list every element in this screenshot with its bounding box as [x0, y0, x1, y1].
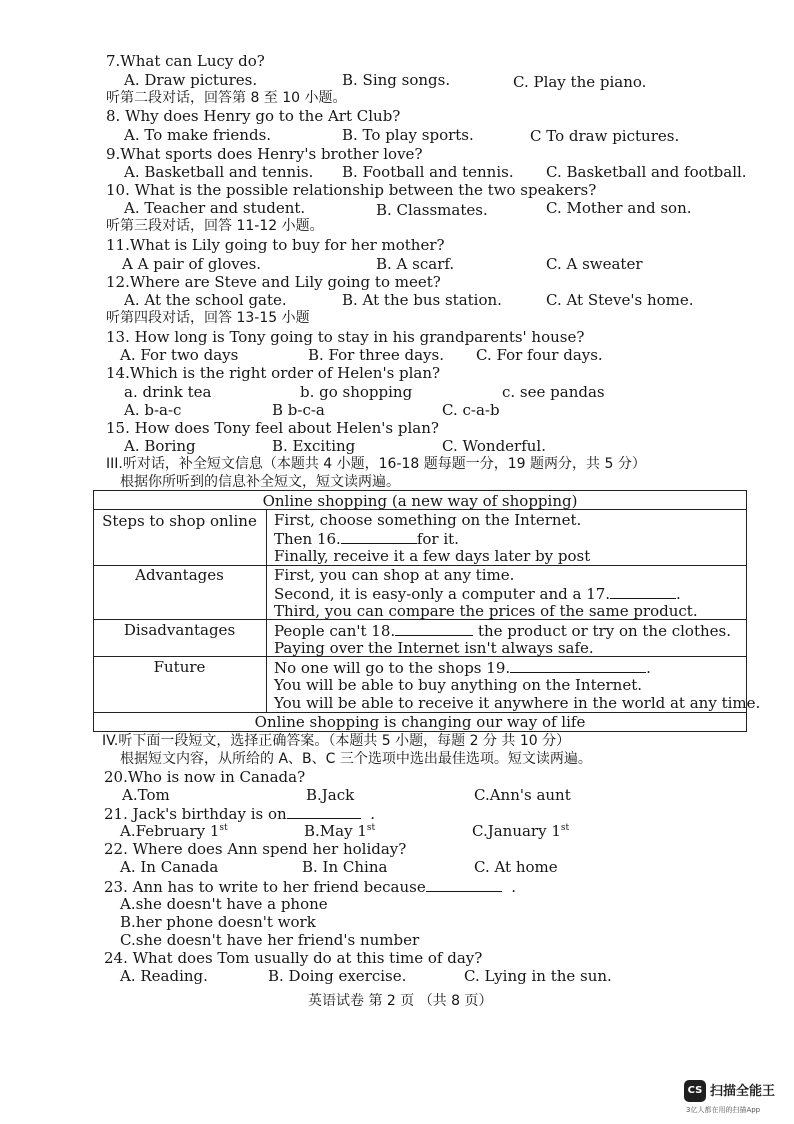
- q7-stem: 7.What can Lucy do?: [106, 52, 265, 70]
- table-header: Online shopping (a new way of shopping): [262, 492, 578, 510]
- q8-option-c: C To draw pictures.: [530, 127, 680, 145]
- q22-stem: 22. Where does Ann spend her holiday?: [104, 840, 407, 858]
- q14-option-c: C. c-a-b: [442, 401, 500, 419]
- row-label-advantages: Advantages: [135, 566, 224, 584]
- q7-option-b: B. Sing songs.: [342, 71, 451, 89]
- q20-option-c: C.Ann's aunt: [474, 786, 571, 804]
- q10-option-c: C. Mother and son.: [546, 199, 692, 217]
- q7-option-c: C. Play the piano.: [513, 73, 647, 91]
- q23-option-c: C.she doesn't have her friend's number: [120, 931, 420, 949]
- q14-item-a: a. drink tea: [124, 383, 212, 401]
- q21-option-b: B.May 1st: [304, 822, 376, 840]
- row-label-future: Future: [153, 658, 206, 676]
- answer-blank-23[interactable]: [426, 877, 502, 892]
- q15-option-b: B. Exciting: [272, 437, 356, 455]
- steps-line-3: Finally, receive it a few days later by post: [274, 547, 591, 565]
- q22-option-c: C. At home: [474, 858, 558, 876]
- part3-title: III.听对话，补全短文信息（本题共 4 小题，16-18 题每题一分，19 题两分，共 5 分）: [106, 456, 646, 472]
- disadvantages-line-2: Paying over the Internet isn't always safe.: [274, 639, 594, 657]
- q23-stem: 23. Ann has to write to her friend because .: [104, 878, 517, 896]
- q10-option-a: A. Teacher and student.: [124, 199, 306, 217]
- q11-option-b: B. A scarf.: [376, 255, 455, 273]
- q7-option-a: A. Draw pictures.: [124, 71, 258, 89]
- q20-stem: 20.Who is now in Canada?: [104, 768, 306, 786]
- q12-option-b: B. At the bus station.: [342, 291, 502, 309]
- q11-option-c: C. A sweater: [546, 255, 643, 273]
- q13-option-a: A. For two days: [120, 346, 239, 364]
- q10-option-b: B. Classmates.: [376, 201, 488, 219]
- disadvantages-line-1: People can't 18. the product or try on the clothes.: [274, 622, 731, 640]
- camscanner-logo-icon: CS: [684, 1080, 706, 1102]
- row-label-disadvantages: Disadvantages: [123, 621, 236, 639]
- q23-option-b: B.her phone doesn't work: [120, 913, 316, 931]
- q9-stem: 9.What sports does Henry's brother love?: [106, 145, 423, 163]
- advantages-line-1: First, you can shop at any time.: [274, 566, 515, 584]
- blank-19[interactable]: [510, 658, 646, 673]
- q8-option-a: A. To make friends.: [124, 126, 272, 144]
- q13-option-c: C. For four days.: [476, 346, 603, 364]
- row-label-steps: Steps to shop online: [102, 512, 257, 530]
- watermark-title: 扫描全能王: [710, 1084, 776, 1099]
- table-footer: Online shopping is changing our way of life: [254, 713, 586, 731]
- q13-option-b: B. For three days.: [308, 346, 444, 364]
- q15-option-c: C. Wonderful.: [442, 437, 546, 455]
- q14-item-c: c. see pandas: [502, 383, 605, 401]
- q14-option-a: A. b-a-c: [124, 401, 182, 419]
- q13-stem: 13. How long is Tony going to stay in his grandparents' house?: [106, 328, 585, 346]
- future-line-3: You will be able to receive it anywhere in the world at any time.: [274, 694, 761, 712]
- section4-instruction: 听第四段对话，回答 13-15 小题: [106, 310, 310, 326]
- part4-title: IV.听下面一段短文，选择正确答案。（本题共 5 小题，每题 2 分 共 10 分）: [102, 733, 571, 749]
- q12-option-c: C. At Steve's home.: [546, 291, 694, 309]
- q22-option-b: B. In China: [302, 858, 388, 876]
- blank-17[interactable]: [610, 584, 676, 599]
- q12-stem: 12.Where are Steve and Lily going to meet?: [106, 273, 441, 291]
- q12-option-a: A. At the school gate.: [124, 291, 287, 309]
- steps-line-2: Then 16. for it.: [274, 530, 459, 548]
- q24-stem: 24. What does Tom usually do at this time of day?: [104, 949, 483, 967]
- q24-option-c: C. Lying in the sun.: [464, 967, 612, 985]
- future-line-2: You will be able to buy anything on the Internet.: [274, 676, 643, 694]
- q9-option-a: A. Basketball and tennis.: [124, 163, 314, 181]
- q14-item-b: b. go shopping: [300, 383, 413, 401]
- q9-option-c: C. Basketball and football.: [546, 163, 747, 181]
- q9-option-b: B. Football and tennis.: [342, 163, 514, 181]
- q20-option-b: B.Jack: [306, 786, 355, 804]
- q24-option-b: B. Doing exercise.: [268, 967, 407, 985]
- q14-stem: 14.Which is the right order of Helen's plan?: [106, 364, 441, 382]
- future-line-1: No one will go to the shops 19. .: [274, 659, 651, 677]
- section2-instruction: 听第二段对话，回答第 8 至 10 小题。: [106, 90, 347, 106]
- part3-instruction: 根据你所听到的信息补全短文，短文读两遍。: [120, 474, 400, 490]
- advantages-line-3: Third, you can compare the prices of the same product.: [274, 602, 698, 620]
- q20-option-a: A.Tom: [122, 786, 170, 804]
- steps-line-1: First, choose something on the Internet.: [274, 511, 582, 529]
- q8-stem: 8. Why does Henry go to the Art Club?: [106, 107, 401, 125]
- q14-option-b: B b-c-a: [272, 401, 325, 419]
- q10-stem: 10. What is the possible relationship between the two speakers?: [106, 181, 597, 199]
- blank-16[interactable]: [341, 529, 417, 544]
- section3-instruction: 听第三段对话，回答 11-12 小题。: [106, 218, 324, 234]
- q21-option-a: A.February 1st: [120, 822, 228, 840]
- q24-option-a: A. Reading.: [120, 967, 208, 985]
- q15-option-a: A. Boring: [124, 437, 196, 455]
- q23-option-a: A.she doesn't have a phone: [120, 895, 328, 913]
- blank-18[interactable]: [395, 621, 473, 636]
- q15-stem: 15. How does Tony feel about Helen's plan?: [106, 419, 439, 437]
- advantages-line-2: Second, it is easy-only a computer and a 17. .: [274, 585, 681, 603]
- answer-blank-21[interactable]: [287, 804, 361, 819]
- part4-instruction: 根据短文内容，从所给的 A、B、C 三个选项中选出最佳选项。短文读两遍。: [120, 751, 592, 767]
- q8-option-b: B. To play sports.: [342, 126, 474, 144]
- q22-option-a: A. In Canada: [120, 858, 219, 876]
- watermark-subtitle: 3亿人都在用的扫描App: [686, 1106, 761, 1114]
- q11-option-a: A A pair of gloves.: [122, 255, 262, 273]
- q11-stem: 11.What is Lily going to buy for her mother?: [106, 236, 445, 254]
- q21-option-c: C.January 1st: [472, 822, 570, 840]
- page-footer: 英语试卷 第 2 页 （共 8 页）: [308, 993, 493, 1009]
- q21-stem: 21. Jack's birthday is on .: [104, 805, 375, 823]
